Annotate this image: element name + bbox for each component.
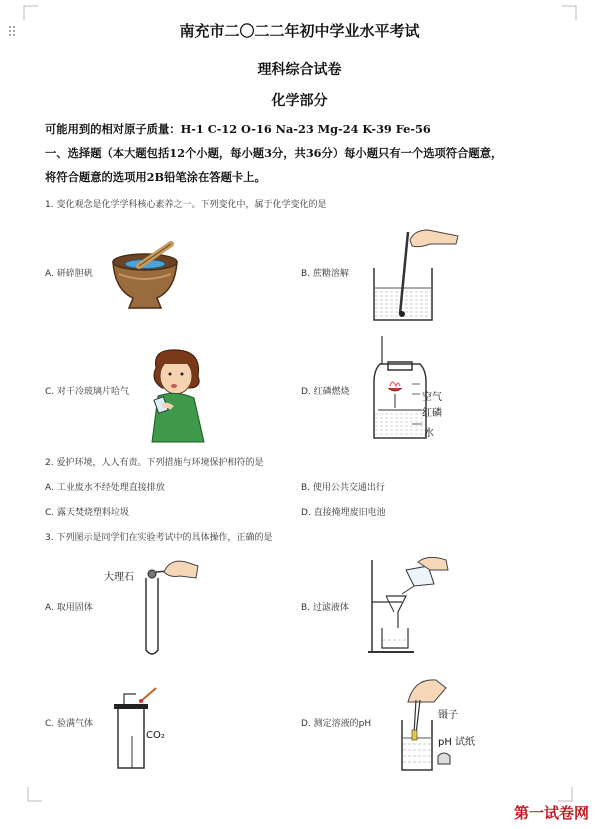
label-air: 空气	[422, 392, 442, 403]
corner-mark-top-left	[22, 4, 38, 20]
q1-option-b[interactable]: B. 蔗糖溶解	[301, 269, 349, 279]
q2-option-b[interactable]: B. 使用公共交通出行	[301, 483, 385, 493]
corner-mark-bottom-left	[26, 787, 42, 803]
instructions-line-2: 将符合题意的选项用2B铅笔涂在答题卡上。	[45, 170, 266, 184]
test-tube-marble-icon	[140, 558, 200, 658]
label-marble: 大理石	[104, 572, 134, 583]
q1-option-a[interactable]: A. 研碎胆矾	[45, 269, 93, 279]
question-1-stem: 1. 变化观念是化学学科核心素养之一。下列变化中，属于化学变化的是	[45, 200, 327, 210]
q2-option-c[interactable]: C. 露天焚烧塑料垃圾	[45, 508, 130, 518]
label-co2: CO₂	[146, 730, 165, 741]
filtration-setup-icon	[362, 556, 452, 658]
exam-subtitle: 理科综合试卷	[257, 62, 342, 78]
section-title: 化学部分	[271, 93, 328, 109]
exam-title: 南充市二〇二二年初中学业水平考试	[179, 22, 420, 40]
label-ph-paper: pH 试纸	[438, 737, 476, 748]
footer-brand[interactable]: 第一试卷网	[513, 804, 589, 822]
q3-option-d[interactable]: D. 测定溶液的pH	[301, 719, 372, 729]
corner-mark-top-right	[562, 4, 578, 20]
label-red-phosphorus: 红磷	[422, 408, 442, 419]
question-3-stem: 3. 下列图示是同学们在实验考试中的具体操作，正确的是	[45, 533, 273, 543]
label-tweezers: 镊子	[438, 710, 458, 721]
question-2-stem: 2. 爱护环境，人人有责。下列措施与环境保护相符的是	[45, 458, 264, 468]
ph-test-icon	[394, 676, 464, 772]
instructions-line-1: 一、选择题（本大题包括12个小题，每小题3分，共36分）每小题只有一个选项符合题意，	[45, 146, 503, 160]
gas-jar-match-icon	[110, 684, 166, 770]
girl-breathing-icon	[142, 346, 212, 444]
q3-option-b[interactable]: B. 过滤液体	[301, 603, 349, 613]
q3-option-a[interactable]: A. 取用固体	[45, 603, 93, 613]
label-water: 水	[424, 428, 434, 439]
atomic-masses: 可能用到的相对原子质量：H-1 C-12 O-16 Na-23 Mg-24 K-39 Fe-56	[45, 122, 431, 136]
beaker-stirring-icon	[370, 226, 465, 322]
q1-option-d[interactable]: D. 红磷燃烧	[301, 387, 350, 397]
q1-option-c[interactable]: C. 对干冷玻璃片哈气	[45, 387, 130, 397]
mortar-pestle-icon	[105, 244, 185, 312]
q2-option-a[interactable]: A. 工业废水不经处理直接排放	[45, 483, 165, 493]
phosphorus-jar-icon	[370, 334, 430, 440]
q3-option-c[interactable]: C. 验满气体	[45, 719, 94, 729]
corner-mark-bottom-right	[558, 787, 574, 803]
q2-option-d[interactable]: D. 直接掩埋废旧电池	[301, 508, 386, 518]
